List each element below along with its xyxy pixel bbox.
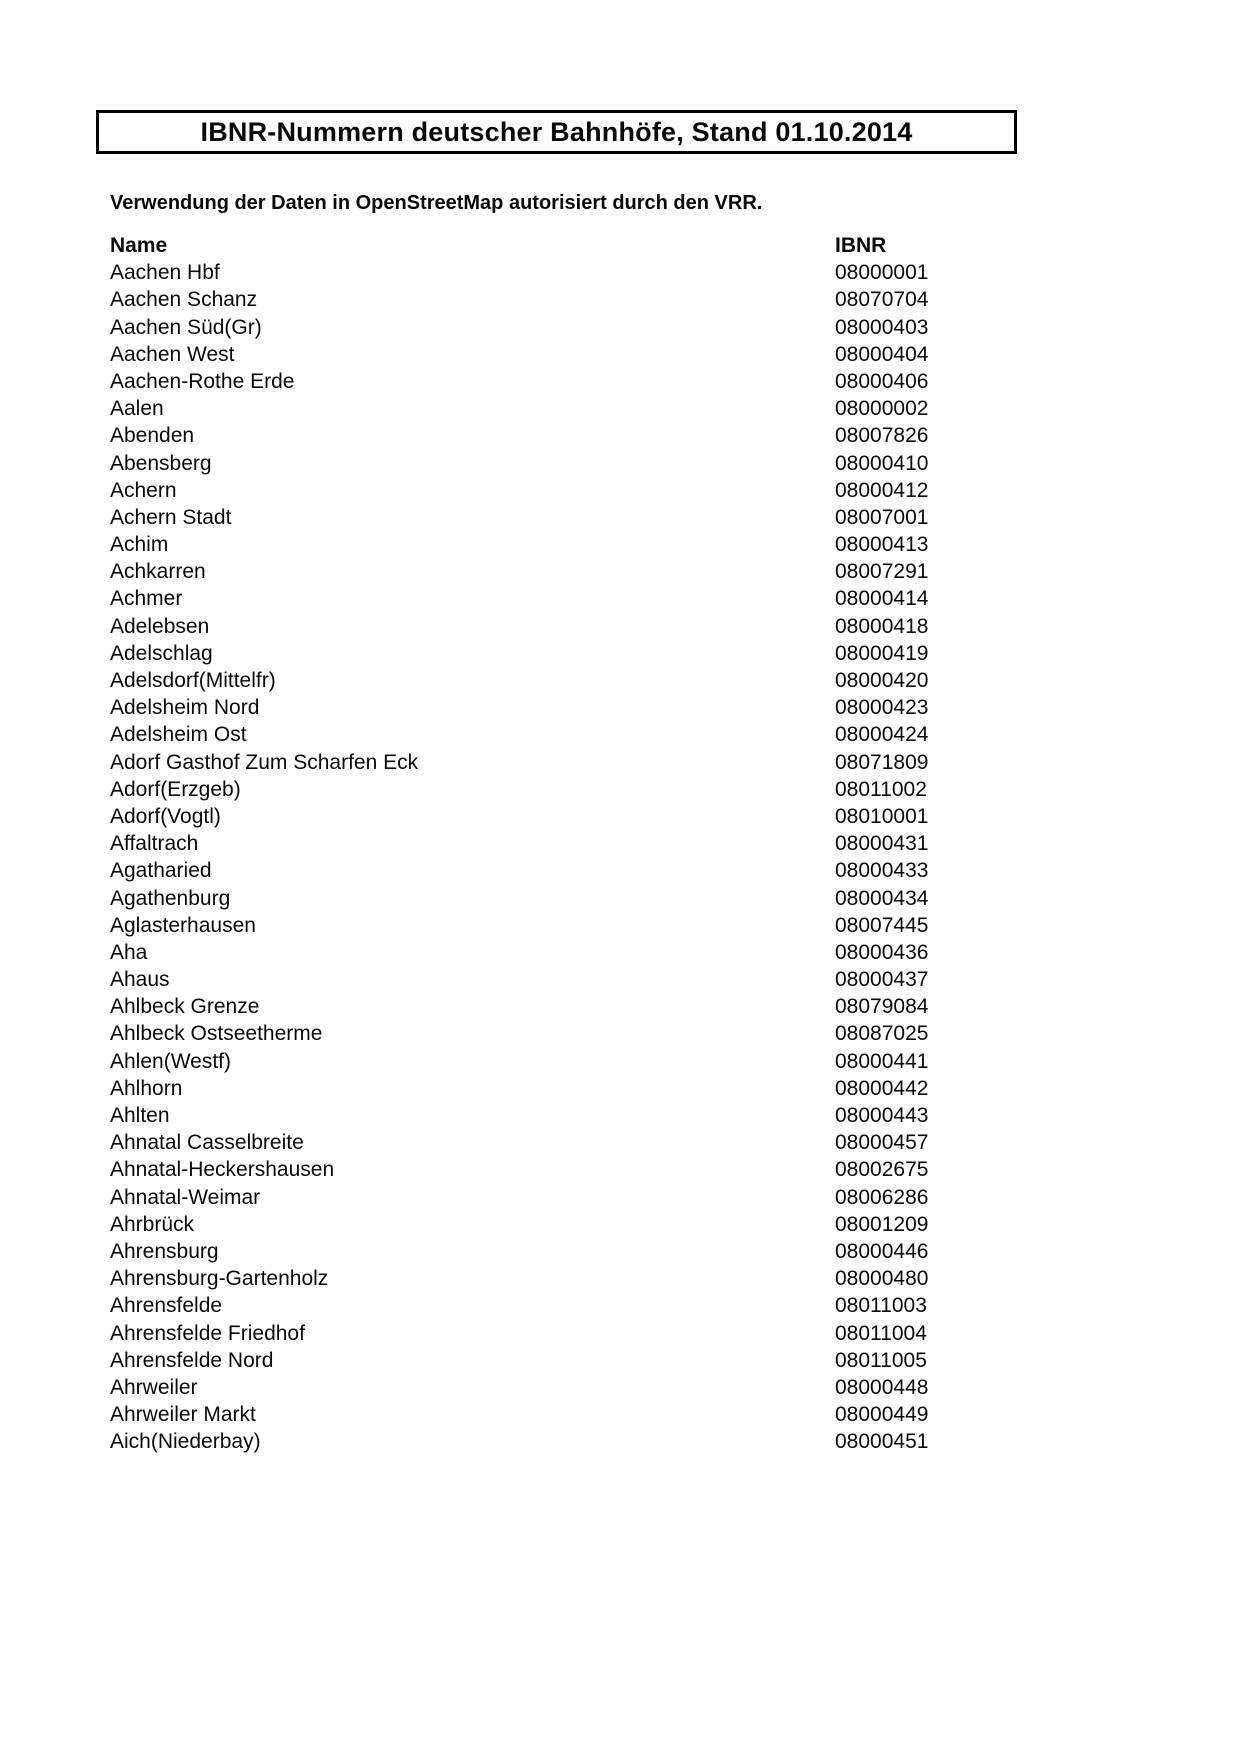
table-row — [110, 667, 1110, 694]
station-name: Achern — [110, 478, 177, 502]
table-row — [110, 776, 1110, 803]
station-name: Adelebsen — [110, 614, 210, 638]
station-table-rows — [110, 259, 1110, 1455]
station-name: Ahnatal-Heckershausen — [110, 1158, 335, 1182]
station-ibnr: 08002675 — [835, 1158, 929, 1182]
table-header-row — [110, 232, 1110, 259]
station-name: Achim — [110, 533, 169, 557]
table-row — [110, 640, 1110, 667]
station-ibnr: 08087025 — [835, 1022, 929, 1046]
station-ibnr: 08071809 — [835, 750, 929, 774]
table-row — [110, 259, 1110, 286]
station-name: Aachen Schanz — [110, 288, 258, 312]
station-ibnr: 08070704 — [835, 288, 929, 312]
table-row — [110, 395, 1110, 422]
table-row — [110, 694, 1110, 721]
station-name: Ahnatal-Weimar — [110, 1185, 261, 1209]
table-row — [110, 1428, 1110, 1455]
station-ibnr: 08000414 — [835, 587, 929, 611]
station-ibnr: 08000437 — [835, 968, 929, 992]
table-row — [110, 286, 1110, 313]
station-ibnr: 08011004 — [835, 1321, 927, 1345]
station-name: Ahrensburg — [110, 1239, 219, 1263]
table-row — [110, 1211, 1110, 1238]
table-row — [110, 585, 1110, 612]
station-name: Adelsheim Ost — [110, 723, 247, 747]
station-name: Agathenburg — [110, 886, 231, 910]
station-name: Ahnatal Casselbreite — [110, 1131, 304, 1155]
page-title: IBNR-Nummern deutscher Bahnhöfe, Stand 01.10.2014 — [200, 116, 913, 147]
station-ibnr: 08007445 — [835, 913, 929, 937]
station-ibnr: 08010001 — [835, 804, 929, 828]
station-ibnr: 08000002 — [835, 397, 929, 421]
table-row — [110, 939, 1110, 966]
station-ibnr: 08000418 — [835, 614, 929, 638]
table-row — [110, 749, 1110, 776]
station-name: Agatharied — [110, 859, 212, 883]
table-row — [110, 803, 1110, 830]
station-name: Ahrbrück — [110, 1212, 195, 1236]
station-name: Ahrensfelde — [110, 1294, 223, 1318]
station-name: Abenden — [110, 424, 195, 448]
station-name: Aha — [110, 940, 148, 964]
station-name: Abensberg — [110, 451, 212, 475]
title-box — [96, 110, 1017, 154]
station-name: Ahaus — [110, 968, 170, 992]
table-row — [110, 1156, 1110, 1183]
station-name: Aachen West — [110, 342, 235, 366]
station-ibnr: 08000433 — [835, 859, 929, 883]
station-ibnr: 08000406 — [835, 369, 929, 393]
station-table — [110, 232, 1110, 1455]
station-ibnr: 08006286 — [835, 1185, 929, 1209]
station-name: Ahlten — [110, 1104, 170, 1127]
station-name: Ahrensfelde Friedhof — [110, 1321, 305, 1345]
station-ibnr: 08000436 — [835, 940, 929, 964]
station-ibnr: 08000403 — [835, 315, 929, 339]
table-row — [110, 1020, 1110, 1047]
station-name: Ahrensfelde Nord — [110, 1348, 274, 1372]
station-name: Adelschlag — [110, 641, 213, 665]
station-ibnr: 08000410 — [835, 451, 929, 475]
station-name: Aalen — [110, 397, 164, 421]
station-name: Aglasterhausen — [110, 913, 256, 937]
station-ibnr: 08011005 — [835, 1348, 927, 1372]
table-row — [110, 558, 1110, 585]
station-name: Achkarren — [110, 560, 206, 584]
station-ibnr: 08007826 — [835, 424, 929, 448]
station-ibnr: 08000420 — [835, 669, 929, 692]
table-row — [110, 1401, 1110, 1428]
authorization-note: Verwendung der Daten in OpenStreetMap autorisiert durch den VRR. — [110, 192, 763, 214]
table-row — [110, 1320, 1110, 1347]
station-name: Ahrensburg-Gartenholz — [110, 1267, 329, 1291]
table-row — [110, 912, 1110, 939]
station-ibnr: 08000446 — [835, 1239, 929, 1263]
table-row — [110, 857, 1110, 884]
table-row — [110, 993, 1110, 1020]
station-ibnr: 08000001 — [835, 261, 929, 285]
table-row — [110, 531, 1110, 558]
station-name: Adelsdorf(Mittelfr) — [110, 669, 276, 692]
column-header-name: Name — [110, 234, 168, 257]
table-row — [110, 1347, 1110, 1374]
station-name: Aich(Niederbay) — [110, 1430, 261, 1454]
table-row — [110, 1102, 1110, 1129]
station-name: Ahrweiler Markt — [110, 1403, 256, 1427]
station-name: Ahlhorn — [110, 1076, 183, 1100]
station-ibnr: 08011002 — [835, 777, 927, 801]
station-name: Affaltrach — [110, 832, 199, 856]
station-ibnr: 08000448 — [835, 1375, 929, 1399]
table-row — [110, 885, 1110, 912]
station-ibnr: 08000434 — [835, 886, 929, 910]
table-row — [110, 1129, 1110, 1156]
station-name: Aachen Hbf — [110, 261, 220, 285]
table-row — [110, 341, 1110, 368]
station-ibnr: 08000480 — [835, 1267, 929, 1291]
table-row — [110, 314, 1110, 341]
station-name: Ahlen(Westf) — [110, 1049, 231, 1073]
station-ibnr: 08000419 — [835, 641, 929, 665]
table-row — [110, 450, 1110, 477]
station-ibnr: 08000457 — [835, 1131, 929, 1155]
table-row — [110, 504, 1110, 531]
station-ibnr: 08000412 — [835, 478, 929, 502]
station-ibnr: 08000443 — [835, 1104, 929, 1127]
station-ibnr: 08000451 — [835, 1430, 929, 1454]
station-name: Aachen Süd(Gr) — [110, 315, 262, 339]
station-ibnr: 08011003 — [835, 1294, 927, 1318]
station-ibnr: 08001209 — [835, 1212, 929, 1236]
station-name: Aachen-Rothe Erde — [110, 369, 295, 393]
table-row — [110, 1238, 1110, 1265]
table-row — [110, 1374, 1110, 1401]
station-name: Ahlbeck Ostseetherme — [110, 1022, 323, 1046]
column-header-ibnr: IBNR — [835, 234, 887, 257]
table-row — [110, 1184, 1110, 1211]
table-row — [110, 830, 1110, 857]
table-row — [110, 613, 1110, 640]
station-name: Adorf(Vogtl) — [110, 804, 221, 828]
station-ibnr: 08079084 — [835, 995, 929, 1019]
station-ibnr: 08000442 — [835, 1076, 929, 1100]
station-name: Achmer — [110, 587, 183, 611]
table-row — [110, 1292, 1110, 1319]
station-name: Ahlbeck Grenze — [110, 995, 260, 1019]
station-name: Achern Stadt — [110, 505, 232, 529]
table-row — [110, 1075, 1110, 1102]
station-name: Ahrweiler — [110, 1375, 198, 1399]
table-row — [110, 422, 1110, 449]
table-row — [110, 1048, 1110, 1075]
station-ibnr: 08000424 — [835, 723, 929, 747]
table-row — [110, 1265, 1110, 1292]
station-ibnr: 08000423 — [835, 696, 929, 720]
station-name: Adelsheim Nord — [110, 696, 260, 720]
table-row — [110, 721, 1110, 748]
table-row — [110, 966, 1110, 993]
table-row — [110, 368, 1110, 395]
station-name: Adorf Gasthof Zum Scharfen Eck — [110, 750, 419, 774]
station-ibnr: 08007291 — [835, 560, 929, 584]
station-ibnr: 08000431 — [835, 832, 929, 856]
table-row — [110, 477, 1110, 504]
station-name: Adorf(Erzgeb) — [110, 777, 241, 801]
station-ibnr: 08007001 — [835, 505, 929, 529]
station-ibnr: 08000413 — [835, 533, 929, 557]
station-ibnr: 08000449 — [835, 1403, 929, 1427]
station-ibnr: 08000404 — [835, 342, 929, 366]
station-ibnr: 08000441 — [835, 1049, 929, 1073]
